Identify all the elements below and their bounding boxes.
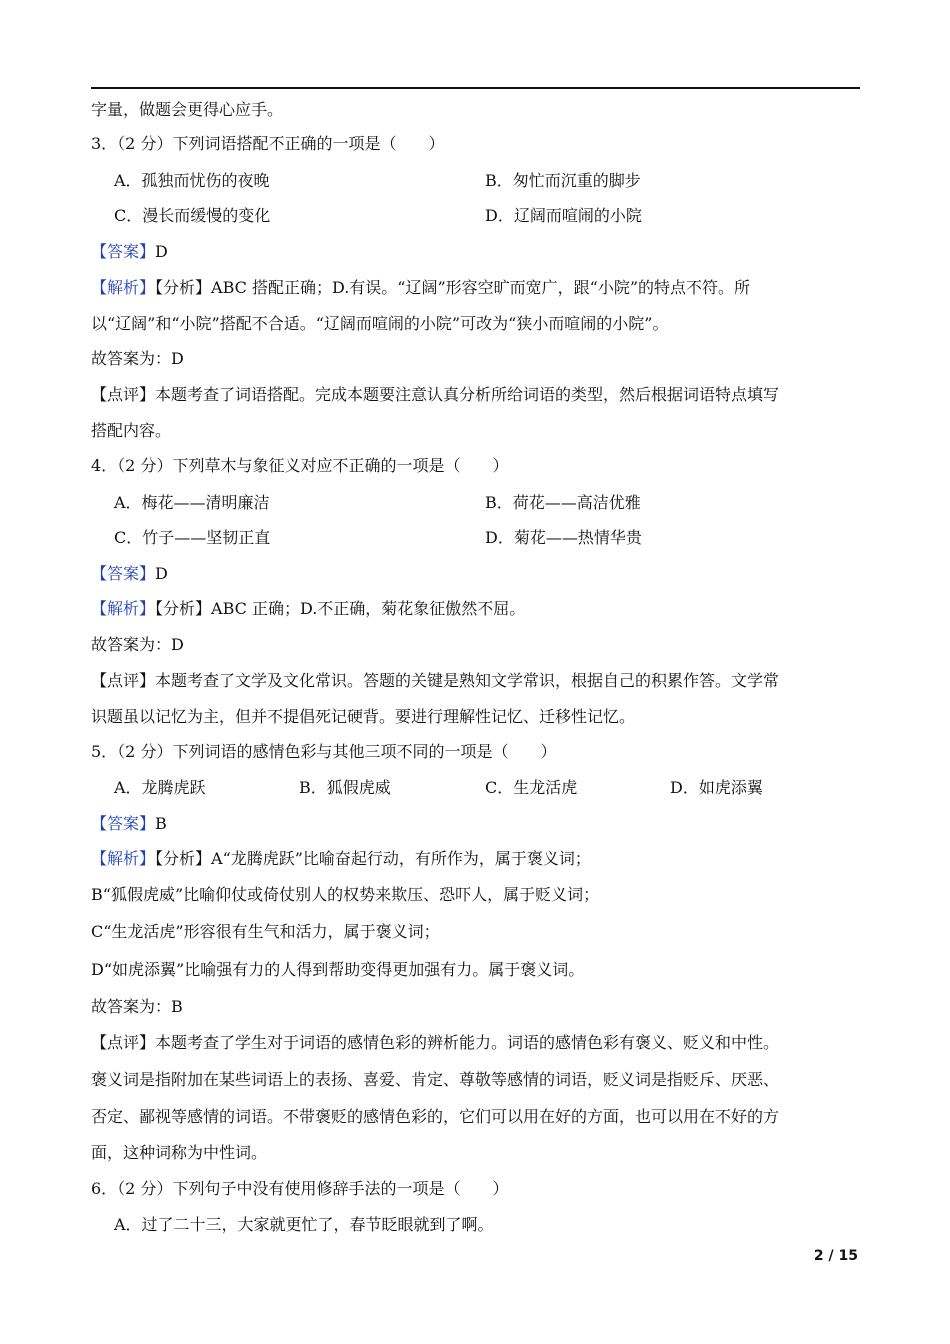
analysis-tag: 【解析】 <box>91 599 156 618</box>
q5-final-answer: 故答案为：B <box>91 997 183 1016</box>
q3-comment-line-1: 【点评】本题考查了词语搭配。完成本题要注意认真分析所给词语的类型，然后根据词语特点填写 <box>91 385 780 404</box>
q5-analysis-line-4: D“如虎添翼”比喻强有力的人得到帮助变得更加强有力。属于褒义词。 <box>91 960 585 979</box>
question-6-stem: 6．（2 分）下列句子中没有使用修辞手法的一项是（ ） <box>91 1179 509 1198</box>
q5-option-b: B．狐假虎威 <box>299 778 391 797</box>
q4-comment-line-2: 识题虽以记忆为主，但并不提倡死记硬背。要进行理解性记忆、迁移性记忆。 <box>91 707 636 726</box>
answer-value: B <box>155 814 167 833</box>
q4-analysis-line-1 <box>91 598 525 620</box>
answer-tag: 【答案】 <box>91 564 156 583</box>
q5-analysis-line-2: B“狐假虎威”比喻仰仗或倚仗别人的权势来欺压、恐吓人，属于贬义词； <box>91 885 600 904</box>
analysis-text: 【分析】ABC 搭配正确；D.有误。“辽阔”形容空旷而宽广，跟“小院”的特点不符。所 <box>155 278 751 297</box>
q5-option-d: D．如虎添翼 <box>670 778 763 797</box>
q3-option-b: B．匆忙而沉重的脚步 <box>485 171 641 190</box>
answer-tag: 【答案】 <box>91 814 156 833</box>
intro-tail: 字量，做题会更得心应手。 <box>91 100 284 119</box>
q4-final-answer: 故答案为：D <box>91 635 184 654</box>
q5-comment-line-2: 褒义词是指附加在某些词语上的表扬、喜爱、肯定、尊敬等感情的词语，贬义词是指贬斥、厌恶、 <box>91 1070 780 1089</box>
q5-comment-line-3: 否定、鄙视等感情的词语。不带褒贬的感情色彩的，它们可以用在好的方面，也可以用在不好的方 <box>91 1107 780 1126</box>
answer-tag: 【答案】 <box>91 242 156 261</box>
q3-option-d: D．辽阔而喧闹的小院 <box>485 206 642 225</box>
q4-option-a: A．梅花——清明廉洁 <box>114 493 270 512</box>
answer-value: D <box>155 564 168 583</box>
q4-comment-line-1: 【点评】本题考查了文学及文化常识。答题的关键是熟知文学常识，根据自己的积累作答。文学常 <box>91 671 780 690</box>
question-5-stem: 5．（2 分）下列词语的感情色彩与其他三项不同的一项是（ ） <box>91 742 557 761</box>
question-4-stem: 4．（2 分）下列草木与象征义对应不正确的一项是（ ） <box>91 456 509 475</box>
q4-option-d: D．菊花——热情华贵 <box>485 528 642 547</box>
q5-analysis-line-1 <box>91 848 591 870</box>
q3-final-answer: 故答案为：D <box>91 349 184 368</box>
answer-value: D <box>155 242 168 261</box>
analysis-tag: 【解析】 <box>91 849 156 868</box>
page-number: 2 / 15 <box>813 1248 858 1264</box>
q4-answer <box>91 563 168 585</box>
analysis-text: 【分析】A“龙腾虎跃”比喻奋起行动，有所作为，属于褒义词； <box>155 849 591 868</box>
q5-analysis-line-3: C“生龙活虎”形容很有生气和活力，属于褒义词； <box>91 922 440 941</box>
analysis-text: 【分析】ABC 正确；D.不正确，菊花象征傲然不屈。 <box>155 599 526 618</box>
q5-comment-line-1: 【点评】本题考查了学生对于词语的感情色彩的辨析能力。词语的感情色彩有褒义、贬义和中性。 <box>91 1033 780 1052</box>
analysis-tag: 【解析】 <box>91 278 156 297</box>
q4-option-b: B．荷花——高洁优雅 <box>485 493 641 512</box>
q5-answer <box>91 813 167 835</box>
question-3-stem: 3．（2 分）下列词语搭配不正确的一项是（ ） <box>91 134 445 153</box>
q3-answer <box>91 241 168 263</box>
q5-option-c: C．生龙活虎 <box>485 778 578 797</box>
header-rule <box>91 87 860 89</box>
q3-option-c: C．漫长而缓慢的变化 <box>114 206 271 225</box>
q5-comment-line-4: 面，这种词称为中性词。 <box>91 1143 268 1162</box>
q3-comment-line-2: 搭配内容。 <box>91 421 172 440</box>
q6-option-a: A．过了二十三，大家就更忙了，春节眨眼就到了啊。 <box>114 1215 494 1234</box>
q3-option-a: A．孤独而忧伤的夜晚 <box>114 171 270 190</box>
q5-option-a: A．龙腾虎跃 <box>114 778 206 797</box>
q3-analysis-line-2: 以“辽阔”和“小院”搭配不合适。“辽阔而喧闹的小院”可改为“狭小而喧闹的小院”。 <box>91 314 669 333</box>
q4-option-c: C．竹子——坚韧正直 <box>114 528 271 547</box>
q3-analysis-line-1 <box>91 277 750 299</box>
